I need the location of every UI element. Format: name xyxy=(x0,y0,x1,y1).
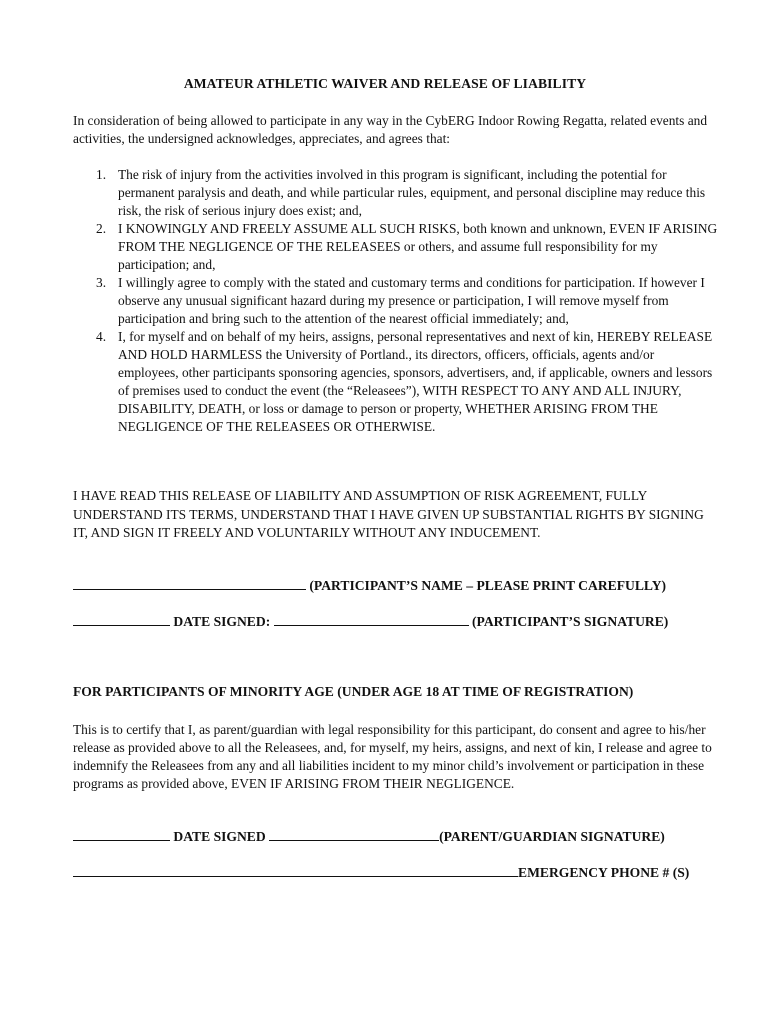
list-item xyxy=(73,220,718,274)
list-item-text: I, for myself and on behalf of my heirs, assigns, personal representatives and next of kin, HEREBY RELEASE AND HOLD HARMLESS the University of Portland., its directors, officers, officials, agents and/or employees, other participants sponsoring agencies, sponsors, advertisers, and, if applicable, owners and lessors of premises used to conduct the event (the “Releasees”), WITH RESPECT TO ANY AND ALL INJURY, DISABILITY, DEATH, or loss or damage to person or property, WHETHER ARISING FROM THE NEGLIGENCE OF THE RELEASEES OR OTHERWISE. xyxy=(118,329,713,434)
participant-name-label: (PARTICIPANT’S NAME – PLEASE PRINT CAREFULLY) xyxy=(309,578,667,593)
list-item xyxy=(73,166,718,220)
emergency-phone-line xyxy=(73,864,713,881)
emergency-phone-field[interactable] xyxy=(73,864,518,877)
intro-paragraph: In consideration of being allowed to participate in any way in the CybERG Indoor Rowing Regatta, related events and activities, the undersigned acknowledges, appreciates, and agrees that: xyxy=(73,113,708,146)
list-item-text: I willingly agree to comply with the stated and customary terms and conditions for participation. If however I observe any unusual significant hazard during my presence or participation, I will remove myself from participation and bring such to the attention of the nearest official immediately; and, xyxy=(118,275,705,326)
list-item xyxy=(73,274,718,328)
list-item-number: 3. xyxy=(96,275,107,290)
participant-signature-field[interactable] xyxy=(274,613,469,626)
list-item-number: 4. xyxy=(96,329,107,344)
terms-list xyxy=(73,166,718,436)
list-item-number: 1. xyxy=(96,167,107,182)
participant-name-field[interactable] xyxy=(73,577,306,590)
list-item-text: I KNOWINGLY AND FREELY ASSUME ALL SUCH RISKS, both known and unknown, EVEN IF ARISING FROM THE NEGLIGENCE OF THE RELEASEES or others, and assume full responsibility for my participation; and, xyxy=(118,221,718,272)
date-signed-label: DATE SIGNED: xyxy=(173,614,271,629)
list-item xyxy=(73,328,718,436)
guardian-signature-line xyxy=(73,828,713,845)
list-item-text: The risk of injury from the activities involved in this program is significant, including the potential for permanent paralysis and death, and while particular rules, equipment, and personal discipline may reduce this risk, the risk of serious injury does exist; and, xyxy=(118,167,706,218)
guardian-date-field[interactable] xyxy=(73,828,170,841)
list-item-number: 2. xyxy=(96,221,107,236)
minor-section-heading: FOR PARTICIPANTS OF MINORITY AGE (UNDER AGE 18 AT TIME OF REGISTRATION) xyxy=(73,684,634,699)
guardian-signature-label: (PARENT/GUARDIAN SIGNATURE) xyxy=(439,829,665,844)
participant-name-line xyxy=(73,577,713,594)
participant-signature-label: (PARTICIPANT’S SIGNATURE) xyxy=(472,614,669,629)
guardian-date-label: DATE SIGNED xyxy=(173,829,266,844)
participant-signature-line xyxy=(73,613,713,630)
emergency-phone-label: EMERGENCY PHONE # (S) xyxy=(518,865,690,880)
guardian-signature-field[interactable] xyxy=(269,828,439,841)
document-title: AMATEUR ATHLETIC WAIVER AND RELEASE OF LIABILITY xyxy=(183,76,587,91)
acknowledgement-paragraph: I HAVE READ THIS RELEASE OF LIABILITY AND ASSUMPTION OF RISK AGREEMENT, FULLY UNDERSTAND ITS TERMS, UNDERSTAND THAT I HAVE GIVEN UP SUBSTANTIAL RIGHTS BY SIGNING IT, AND SIGN IT FREELY AND VOLUNTARILY WITHOUT ANY INDUCEMENT. xyxy=(73,488,704,540)
guardian-certification-paragraph: This is to certify that I, as parent/guardian with legal responsibility for this participant, do consent and agree to his/her release as provided above to all the Releasees, and, for myself, my heirs, assigns, and next of kin, I release and agree to indemnify the Releasees from any and all liabilities incident to my minor child’s involvement or participation in these programs as provided above, EVEN IF ARISING FROM THEIR NEGLIGENCE. xyxy=(73,722,712,791)
participant-date-field[interactable] xyxy=(73,613,170,626)
